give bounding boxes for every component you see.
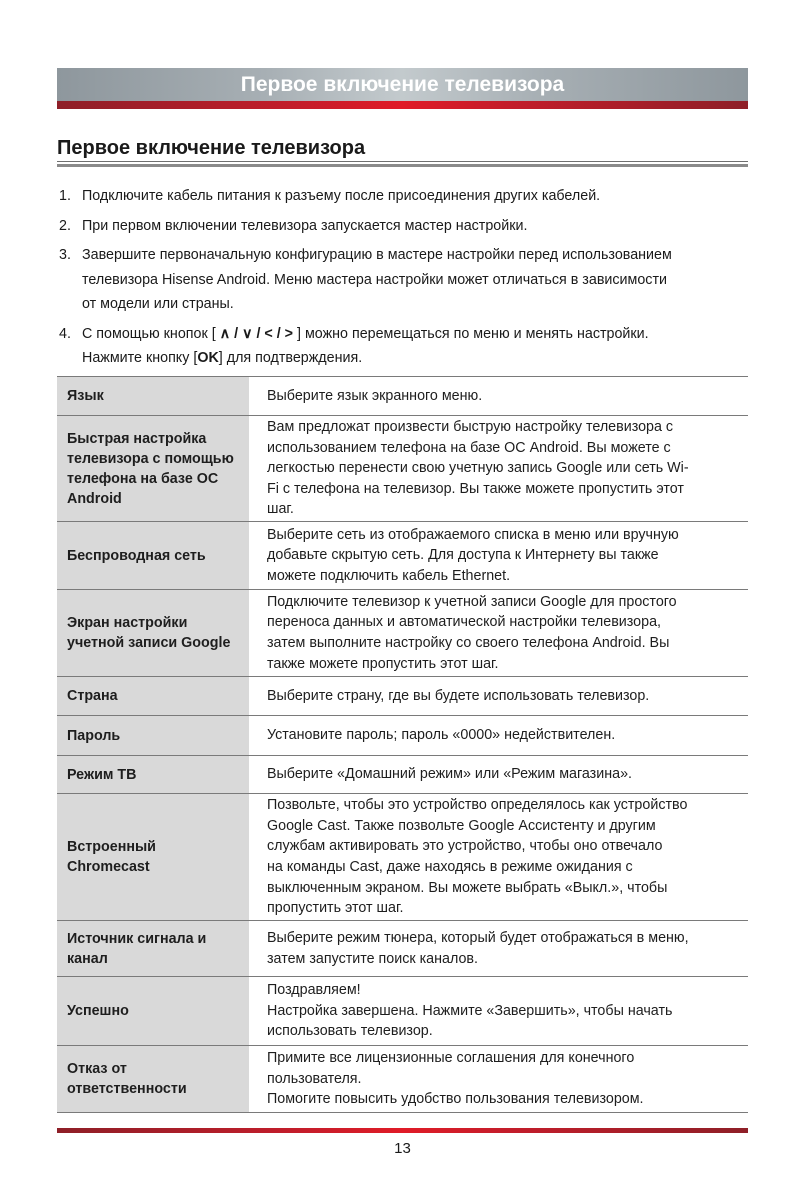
table-row — [57, 794, 748, 921]
table-row — [57, 977, 748, 1046]
table-row — [57, 377, 748, 416]
setting-label: Источник сигнала и канал — [57, 921, 249, 977]
step-item: 1. Подключите кабель питания к разъему после присоединения других кабелей. — [59, 188, 601, 204]
section-title: Первое включение телевизора — [57, 137, 366, 159]
setting-description: Вам предложат произвести быструю настройку телевизора с использованием телефона на базе ОС Android. Вы можете с легкостью перенести свою учетную запись Google или сеть Wi- Fi с телефона на телевизор. Вы также можете пропустить этот шаг. — [249, 416, 748, 522]
setting-description: Поздравляем! Настройка завершена. Нажмите «Завершить», чтобы начать использовать телевизор. — [249, 977, 748, 1046]
setting-label: Успешно — [57, 977, 249, 1046]
table-row — [57, 921, 748, 977]
setting-description: Выберите страну, где вы будете использовать телевизор. — [249, 677, 748, 716]
section-rule-thin — [57, 161, 748, 162]
table-row — [57, 416, 748, 522]
arrow-keys: ∧ / ∨ / < / > — [219, 325, 294, 342]
setting-description: Позвольте, чтобы это устройство определялось как устройство Google Cast. Также позвольте Google Ассистенту и другим службам активировать это устройство, чтобы оно отвечало на команды Cast, даже находясь в режиме ожидания с выключенным экраном. Вы можете выбрать «Выкл.», чтобы пропустить этот шаг. — [249, 794, 748, 921]
step-item: 4. С помощью кнопок [ ∧ / ∨ / < / > ] можно перемещаться по меню и менять настройки. Нажмите кнопку [OK] для подтверждения. — [59, 325, 649, 366]
setting-label: Встроенный Chromecast — [57, 794, 249, 921]
page-banner — [57, 68, 748, 109]
banner-title: Первое включение телевизора — [57, 68, 748, 101]
setting-label: Отказ от ответственности — [57, 1046, 249, 1113]
page-number: 13 — [394, 1140, 411, 1157]
setting-label: Пароль — [57, 716, 249, 756]
table-row — [57, 716, 748, 756]
setting-description: Выберите «Домашний режим» или «Режим магазина». — [249, 756, 748, 794]
setting-description: Примите все лицензионные соглашения для конечного пользователя. Помогите повысить удобство пользования телевизором. — [249, 1046, 748, 1113]
setup-steps-table — [57, 376, 748, 1113]
table-row — [57, 1046, 748, 1113]
section-rule-thick — [57, 164, 748, 167]
footer-red-stripe — [57, 1128, 748, 1133]
setting-label: Беспроводная сеть — [57, 522, 249, 590]
setting-label: Страна — [57, 677, 249, 716]
setting-label: Быстрая настройка телевизора с помощью телефона на базе ОС Android — [57, 416, 249, 522]
setting-label: Экран настройки учетной записи Google — [57, 590, 249, 677]
step-item: 2. При первом включении телевизора запускается мастер настройки. — [59, 217, 528, 234]
banner-red-stripe — [57, 101, 748, 109]
setting-description: Выберите режим тюнера, который будет отображаться в меню, затем запустите поиск каналов. — [249, 921, 748, 977]
table-row — [57, 590, 748, 677]
table-row — [57, 522, 748, 590]
setting-description: Подключите телевизор к учетной записи Google для простого переноса данных и автоматической настройки телевизора, затем выполните настройку со своего телефона Android. Вы также можете пропустить этот шаг. — [249, 590, 748, 677]
setting-label: Язык — [57, 377, 249, 416]
table-row — [57, 756, 748, 794]
setting-description: Выберите язык экранного меню. — [249, 377, 748, 416]
steps-list — [57, 184, 757, 371]
table-row — [57, 677, 748, 716]
step-item: 3. Завершите первоначальную конфигурацию в мастере настройки перед использованием телевизора Hisense Android. Меню мастера настройки может отличаться в зависимости от модели или страны. — [59, 247, 672, 312]
setting-label: Режим ТВ — [57, 756, 249, 794]
setting-description: Установите пароль; пароль «0000» недействителен. — [249, 716, 748, 756]
ok-key: OK — [197, 350, 219, 366]
setting-description: Выберите сеть из отображаемого списка в меню или вручную добавьте скрытую сеть. Для доступа к Интернету вы также можете подключить кабель Ethernet. — [249, 522, 748, 590]
